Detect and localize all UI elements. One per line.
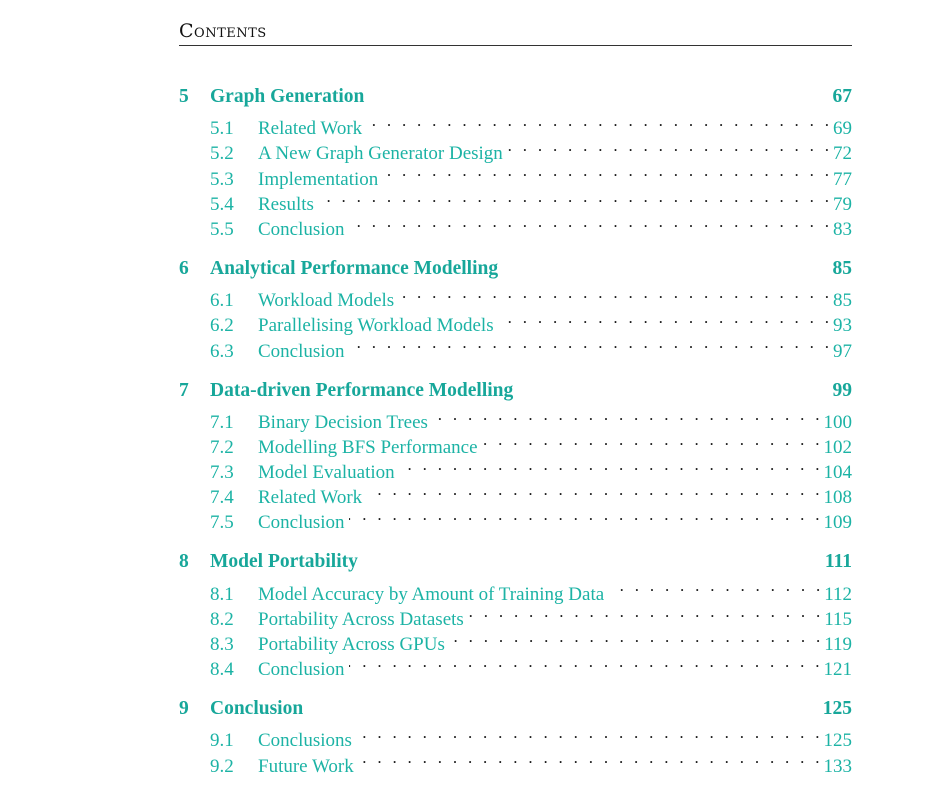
- chapter-number: 5: [179, 86, 189, 107]
- section-title-link[interactable]: Parallelising Workload Models: [258, 315, 494, 337]
- running-head: Contents: [179, 20, 267, 42]
- dot-leader: [349, 649, 820, 674]
- section-number: 5.1: [210, 118, 234, 140]
- dot-leader: [468, 599, 820, 624]
- section-page-number[interactable]: 119: [824, 634, 852, 656]
- section-title-link[interactable]: Related Work: [258, 118, 363, 140]
- toc-section-entry[interactable]: [179, 574, 852, 605]
- dot-leader: [366, 477, 819, 502]
- section-number: 8.2: [210, 608, 234, 630]
- section-number: 8.1: [210, 583, 234, 605]
- toc-chapter: [179, 549, 852, 681]
- section-title-link[interactable]: Related Work: [258, 487, 363, 509]
- section-title-link[interactable]: Portability Across Datasets: [258, 608, 464, 630]
- section-page-number[interactable]: 121: [823, 659, 852, 681]
- chapter-title-link[interactable]: Graph Generation: [210, 86, 365, 107]
- section-page-number[interactable]: 109: [823, 512, 852, 534]
- dot-leader: [482, 427, 820, 452]
- section-page-number[interactable]: 79: [833, 193, 852, 215]
- dot-leader: [399, 452, 820, 477]
- dot-leader: [608, 573, 820, 598]
- section-title-link[interactable]: Modelling BFS Performance: [258, 436, 478, 458]
- section-number: 7.5: [210, 512, 234, 534]
- section-title-link[interactable]: Results: [258, 193, 314, 215]
- chapter-number: 7: [179, 379, 189, 401]
- section-title-link[interactable]: Binary Decision Trees: [258, 411, 428, 433]
- dot-leader: [498, 305, 829, 330]
- section-page-number[interactable]: 125: [823, 730, 852, 752]
- chapter-title-link[interactable]: Analytical Performance Modelling: [210, 257, 499, 279]
- dot-leader: [349, 502, 820, 527]
- section-title-link[interactable]: Model Evaluation: [258, 462, 395, 484]
- toc-section-entry[interactable]: [179, 109, 852, 140]
- section-page-number[interactable]: 133: [823, 755, 852, 777]
- chapter-number: 6: [179, 257, 189, 279]
- section-page-number[interactable]: 115: [824, 608, 852, 630]
- header-rule: [179, 45, 852, 46]
- section-page-number[interactable]: 100: [823, 411, 852, 433]
- section-page-number[interactable]: 108: [823, 487, 852, 509]
- dot-leader: [432, 402, 820, 427]
- chapter-title-link[interactable]: Conclusion: [210, 698, 304, 720]
- chapter-page-number[interactable]: 111: [824, 551, 852, 573]
- chapter-page-number[interactable]: 99: [832, 379, 852, 401]
- section-number: 8.3: [210, 634, 234, 656]
- section-title-link[interactable]: Portability Across GPUs: [258, 634, 445, 656]
- section-number: 9.1: [210, 730, 234, 752]
- section-number: 9.2: [210, 755, 234, 777]
- dot-leader: [349, 330, 829, 355]
- chapter-page-number[interactable]: 125: [822, 698, 852, 720]
- section-number: 5.4: [210, 193, 234, 215]
- section-page-number[interactable]: 112: [824, 583, 852, 605]
- section-title-link[interactable]: Conclusion: [258, 659, 345, 681]
- section-number: 6.2: [210, 315, 234, 337]
- section-number: 5.3: [210, 168, 234, 190]
- document-page: [179, 18, 852, 777]
- table-of-contents: [179, 84, 852, 793]
- dot-leader: [366, 108, 829, 133]
- section-number: 7.3: [210, 462, 234, 484]
- dot-leader: [356, 720, 820, 745]
- toc-chapter-entry[interactable]: [179, 378, 852, 403]
- section-number: 7.2: [210, 436, 234, 458]
- section-title-link[interactable]: Conclusion: [258, 340, 345, 362]
- toc-section-entry[interactable]: [179, 281, 852, 312]
- section-number: 6.1: [210, 290, 234, 312]
- toc-chapter-entry[interactable]: [179, 549, 852, 574]
- section-page-number[interactable]: 72: [833, 143, 852, 165]
- section-title-link[interactable]: Conclusions: [258, 730, 352, 752]
- section-title-link[interactable]: Model Accuracy by Amount of Training Data: [258, 583, 605, 605]
- section-page-number[interactable]: 83: [833, 218, 852, 240]
- section-page-number[interactable]: 97: [833, 340, 852, 362]
- section-page-number[interactable]: 77: [833, 168, 852, 190]
- section-title-link[interactable]: A New Graph Generator Design: [258, 143, 503, 165]
- section-page-number[interactable]: 104: [823, 462, 852, 484]
- section-number: 6.3: [210, 340, 234, 362]
- section-page-number[interactable]: 69: [833, 118, 852, 140]
- dot-leader: [507, 133, 829, 158]
- toc-chapter-entry[interactable]: [179, 84, 852, 109]
- section-page-number[interactable]: 102: [823, 436, 852, 458]
- toc-chapter: [179, 256, 852, 362]
- section-title-link[interactable]: Conclusion: [258, 218, 345, 240]
- section-page-number[interactable]: 93: [833, 315, 852, 337]
- chapter-page-number[interactable]: 67: [832, 86, 852, 107]
- toc-chapter: [179, 84, 852, 240]
- toc-chapter: [179, 378, 852, 534]
- section-title-link[interactable]: Future Work: [258, 755, 354, 777]
- dot-leader: [318, 184, 829, 209]
- section-number: 5.5: [210, 218, 234, 240]
- toc-section-entry[interactable]: [179, 403, 852, 433]
- dot-leader: [398, 280, 829, 305]
- toc-chapter: [179, 696, 852, 777]
- chapter-number: 8: [179, 551, 189, 573]
- dot-leader: [358, 745, 820, 770]
- section-title-link[interactable]: Workload Models: [258, 290, 395, 312]
- section-number: 5.2: [210, 143, 234, 165]
- section-page-number[interactable]: 85: [833, 290, 852, 312]
- chapter-title-link[interactable]: Model Portability: [210, 551, 358, 573]
- section-number: 8.4: [210, 659, 234, 681]
- section-title-link[interactable]: Implementation: [258, 168, 379, 190]
- dot-leader: [349, 209, 829, 234]
- chapter-number: 9: [179, 698, 189, 720]
- section-number: 7.4: [210, 487, 234, 509]
- chapter-title-link[interactable]: Data-driven Performance Modelling: [210, 379, 514, 401]
- dot-leader: [382, 158, 829, 183]
- toc-section-entry[interactable]: [179, 721, 852, 752]
- chapter-page-number[interactable]: 85: [832, 257, 852, 279]
- toc-chapter-entry[interactable]: [179, 696, 852, 721]
- dot-leader: [449, 624, 820, 649]
- toc-chapter-entry[interactable]: [179, 256, 852, 281]
- section-number: 7.1: [210, 411, 234, 433]
- section-title-link[interactable]: Conclusion: [258, 512, 345, 534]
